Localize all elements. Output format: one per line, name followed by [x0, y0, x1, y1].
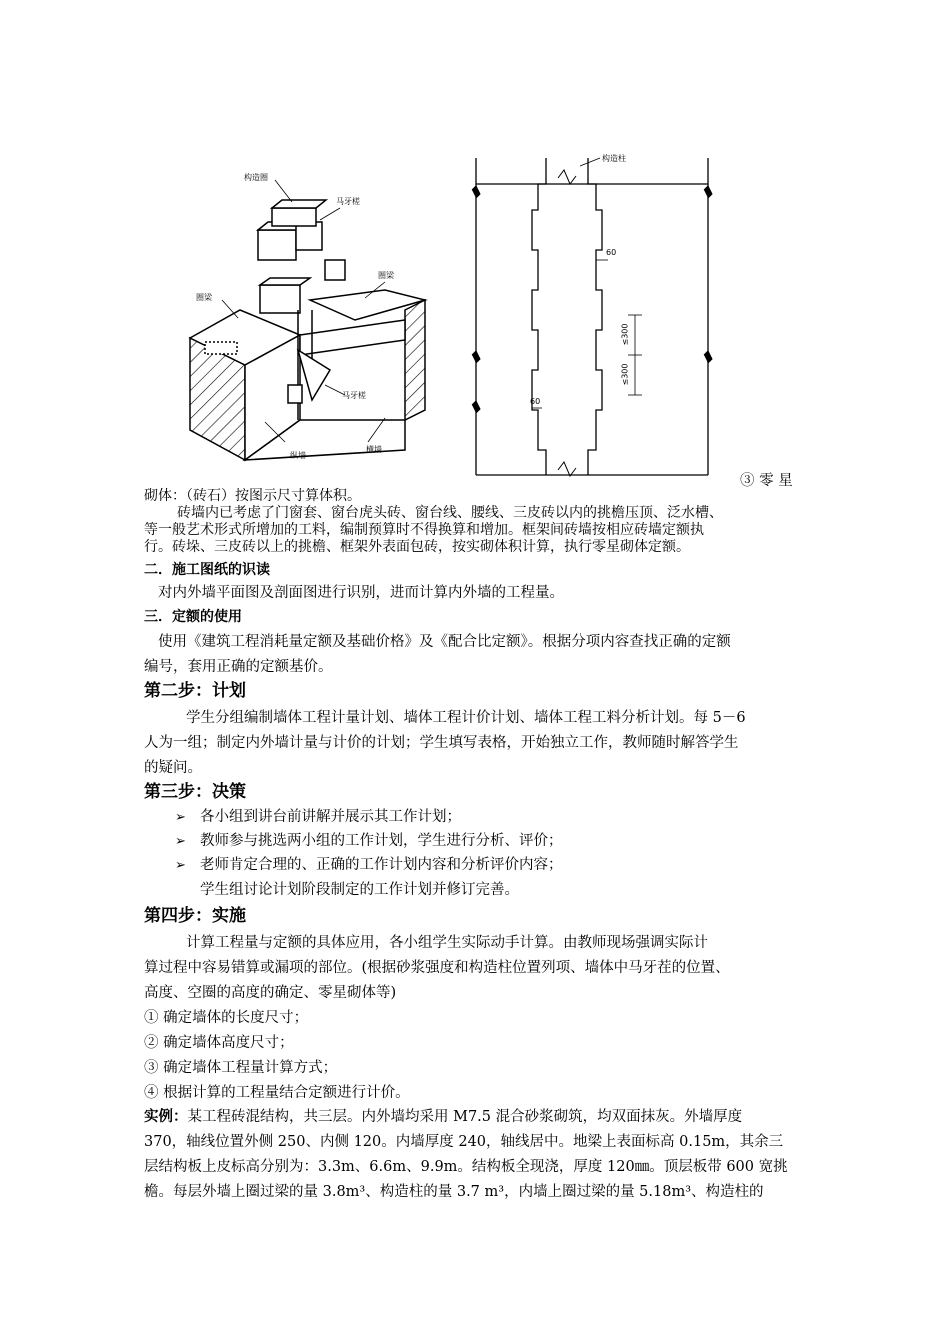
structural-column-elevation-figure: [470, 150, 720, 480]
step2-line3: 的疑问。: [144, 760, 202, 776]
example-line1-text: 某工程砖混结构，共三层。内外墙均采用 M7.5 混合砂浆砌筑，均双面抹灰。外墙厚度: [187, 1109, 743, 1125]
label-maya-bottom: 马牙槎: [342, 391, 366, 400]
step2-line2: 人为一组；制定内外墙计量与计价的计划；学生填写表格，开始独立工作，教师随时解答学生: [144, 735, 739, 751]
step3-title: 第三步：决策: [144, 782, 246, 802]
label-quanliang-left: 圈梁: [196, 293, 212, 302]
label-hengqiang: 横墙: [366, 445, 382, 454]
step4-list-1: ① 确定墙体的长度尺寸；: [144, 1010, 309, 1026]
line-brick-volume: 砌体：（砖石）按图示尺寸算体积。: [144, 488, 361, 504]
para-three-line2: 编号，套用正确的定额基价。: [144, 659, 333, 675]
heading-two: 二．施工图纸的识读: [144, 562, 270, 578]
heading-three: 三．定额的使用: [144, 609, 242, 625]
example-line2: 370，轴线位置外侧 250、内侧 120。内墙厚度 240，轴线居中。地梁上表面标高 0.15m，其余三: [144, 1134, 784, 1150]
step4-list-2: ② 确定墙体高度尺寸；: [144, 1035, 294, 1051]
label-dim-300-a: ≤300: [620, 323, 630, 346]
bullet-arrow-icon: ➢: [175, 834, 186, 849]
example-line1: [144, 1106, 742, 1128]
step4-list-4: ④ 根据计算的工程量结合定额进行计价。: [144, 1085, 410, 1101]
para1-line1: 砖墙内已考虑了门窗套、窗台虎头砖、窗台线、腰线、三皮砖以内的挑檐压顶、泛水槽、: [177, 505, 723, 521]
step4-list-3: ③ 确定墙体工程量计算方式；: [144, 1060, 338, 1076]
label-gouzaozhu: 构造柱: [602, 154, 626, 163]
step3-tail: 学生组讨论计划阶段制定的工作计划并修订完善。: [200, 882, 519, 898]
label-zongqiang: 纵墙: [290, 451, 306, 460]
step3-item-3: 老师肯定合理的、正确的工作计划内容和分析评价内容；: [200, 857, 563, 873]
step3-item-1: 各小组到讲台前讲解并展示其工作计划；: [200, 809, 461, 825]
para1-line2: 等一般艺术形式所增加的工料，编制预算时不得换算和增加。框架间砖墙按相应砖墙定额执: [144, 522, 704, 538]
example-line4: 檐。每层外墙上圈过梁的量 3.8m³、构造柱的量 3.7 m³，内墙上圈过梁的量 5.18m³、构造柱的: [144, 1184, 764, 1200]
brick-wall-isometric-figure: [180, 160, 450, 480]
step4-line2: 算过程中容易错算或漏项的部位。(根据砂浆强度和构造柱位置列项、墙体中马牙茬的位置、: [144, 960, 730, 976]
step2-line1: 学生分组编制墙体工程计量计划、墙体工程计价计划、墙体工程工料分析计划。每 5－6: [186, 710, 746, 726]
para-two: 对内外墙平面图及剖面图进行识别，进而计算内外墙的工程量。: [158, 585, 564, 601]
label-quanliang-right: 圈梁: [378, 271, 394, 280]
bullet-arrow-icon: ➢: [175, 810, 186, 825]
step4-line3: 高度、空圈的高度的确定、零星砌体等): [144, 985, 397, 1001]
para1-line3: 行。砖垛、三皮砖以上的挑檐、框架外表面包砖，按实砌体积计算，执行零星砌体定额。: [144, 539, 690, 555]
line-zero-star: ③ 零 星: [740, 473, 793, 489]
example-line3: 层结构板上皮标高分别为：3.3m、6.6m、9.9m。结构板全现浇，厚度 120㎜。顶层板带 600 宽挑: [144, 1159, 788, 1175]
label-dim-300-b: ≤300: [620, 363, 630, 386]
bullet-arrow-icon: ➢: [175, 858, 186, 873]
label-maya-top: 马牙槎: [336, 197, 360, 206]
para-three-line1: 使用《建筑工程消耗量定额及基础价格》及《配合比定额》。根据分项内容查找正确的定额: [158, 634, 731, 650]
label-dim-60-bottom: 60: [530, 397, 541, 406]
step4-line1: 计算工程量与定额的具体应用，各小组学生实际动手计算。由教师现场强调实际计: [186, 935, 708, 951]
example-lead: 实例：: [144, 1109, 188, 1125]
label-dim-60-top: 60: [606, 248, 617, 257]
step3-item-2: 教师参与挑选两小组的工作计划，学生进行分析、评价；: [200, 833, 563, 849]
step2-title: 第二步：计划: [144, 681, 246, 701]
step4-title: 第四步：实施: [144, 906, 246, 926]
label-gouzaoquan: 构造圈: [244, 173, 268, 182]
